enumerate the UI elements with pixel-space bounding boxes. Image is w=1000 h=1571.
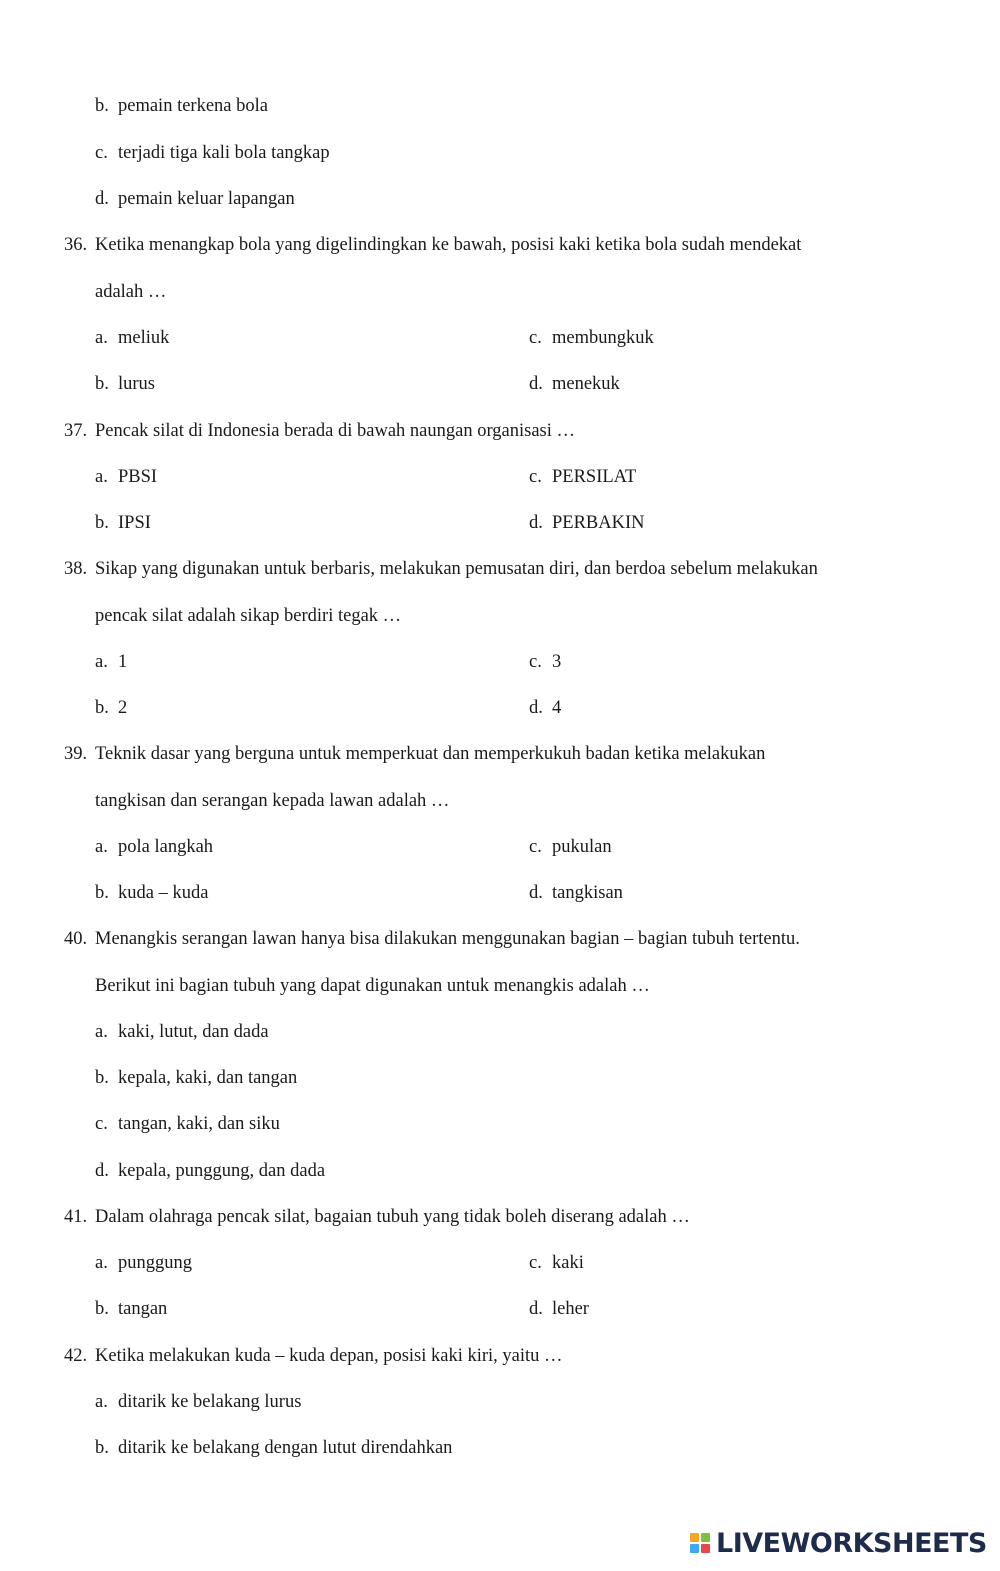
option-label: c.: [529, 652, 542, 672]
question-36-continuation: adalah …: [95, 282, 167, 302]
option-text: kaki, lutut, dan dada: [118, 1022, 269, 1042]
question-number: 38.: [64, 559, 88, 579]
option-label: c.: [529, 1253, 542, 1273]
q40-option-d[interactable]: [95, 1159, 325, 1183]
question-36: [64, 233, 801, 257]
option-text: 1: [118, 652, 128, 672]
option-text: 4: [552, 698, 562, 718]
option-text: lurus: [118, 374, 155, 394]
question-37: [64, 419, 575, 443]
option-label: b.: [95, 883, 109, 903]
question-text: Dalam olahraga pencak silat, bagaian tubuh yang tidak boleh diserang adalah …: [95, 1207, 690, 1227]
q36-option-a[interactable]: [95, 326, 169, 350]
option-text: tangkisan: [552, 883, 623, 903]
option-label: b.: [95, 1438, 109, 1458]
option-label: a.: [95, 1022, 108, 1042]
question-text: Menangkis serangan lawan hanya bisa dilakukan menggunakan bagian – bagian tubuh tertentu.: [95, 929, 800, 949]
q36-option-d[interactable]: [529, 372, 620, 396]
option-text: punggung: [118, 1253, 192, 1273]
q41-option-d[interactable]: [529, 1297, 589, 1321]
q39-option-a[interactable]: [95, 835, 213, 859]
q37-option-b[interactable]: [95, 511, 151, 535]
option-text: pemain terkena bola: [118, 96, 268, 116]
option-label: a.: [95, 837, 108, 857]
option-text: meliuk: [118, 328, 170, 348]
option-label: c.: [529, 467, 542, 487]
q36-option-b[interactable]: [95, 372, 155, 396]
option-text: pola langkah: [118, 837, 214, 857]
question-40-continuation: Berikut ini bagian tubuh yang dapat digunakan untuk menangkis adalah …: [95, 976, 650, 996]
option-label: c.: [95, 1114, 108, 1134]
q37-option-d[interactable]: [529, 511, 645, 535]
q35-option-d[interactable]: [95, 187, 295, 211]
option-label: b.: [95, 1299, 109, 1319]
option-text: tangan: [118, 1299, 168, 1319]
logo-square: [701, 1544, 710, 1553]
q41-option-b[interactable]: [95, 1297, 167, 1321]
option-text: PERBAKIN: [552, 513, 645, 533]
question-38: [64, 557, 818, 581]
option-text: IPSI: [118, 513, 151, 533]
question-number: 41.: [64, 1207, 88, 1227]
option-text: PERSILAT: [552, 467, 637, 487]
q38-option-b[interactable]: [95, 696, 127, 720]
option-text: kepala, kaki, dan tangan: [118, 1068, 298, 1088]
q38-option-c[interactable]: [529, 650, 561, 674]
liveworksheets-watermark: [690, 1526, 987, 1560]
q40-option-a[interactable]: [95, 1020, 269, 1044]
liveworksheets-logo-icon: [690, 1533, 710, 1553]
option-text: terjadi tiga kali bola tangkap: [118, 143, 330, 163]
watermark-text: LIVEWORKSHEETS: [716, 1527, 987, 1559]
option-label: d.: [529, 513, 543, 533]
option-text: kepala, punggung, dan dada: [118, 1161, 326, 1181]
option-label: a.: [95, 652, 108, 672]
option-text: pukulan: [552, 837, 612, 857]
q36-option-c[interactable]: [529, 326, 654, 350]
question-number: 42.: [64, 1346, 88, 1366]
question-number: 37.: [64, 421, 88, 441]
question-text: Teknik dasar yang berguna untuk memperkuat dan memperkukuh badan ketika melakukan: [95, 744, 766, 764]
q39-option-b[interactable]: [95, 881, 208, 905]
q42-option-a[interactable]: [95, 1390, 301, 1414]
question-text: Ketika melakukan kuda – kuda depan, posisi kaki kiri, yaitu …: [95, 1346, 563, 1366]
question-38-continuation: pencak silat adalah sikap berdiri tegak …: [95, 606, 402, 626]
question-number: 39.: [64, 744, 88, 764]
option-text: 2: [118, 698, 128, 718]
q41-option-a[interactable]: [95, 1251, 192, 1275]
option-text: kaki: [552, 1253, 584, 1273]
logo-square: [701, 1533, 710, 1542]
logo-square: [690, 1544, 699, 1553]
option-label: a.: [95, 1253, 108, 1273]
option-label: b.: [95, 96, 109, 116]
q35-option-b[interactable]: [95, 94, 268, 118]
option-label: c.: [95, 143, 108, 163]
option-text: leher: [552, 1299, 589, 1319]
option-label: c.: [529, 837, 542, 857]
option-text: 3: [552, 652, 562, 672]
question-text: Pencak silat di Indonesia berada di bawah naungan organisasi …: [95, 421, 576, 441]
q37-option-c[interactable]: [529, 465, 636, 489]
option-label: d.: [95, 189, 109, 209]
q39-option-c[interactable]: [529, 835, 612, 859]
q41-option-c[interactable]: [529, 1251, 584, 1275]
option-text: membungkuk: [552, 328, 654, 348]
option-label: d.: [529, 1299, 543, 1319]
option-text: menekuk: [552, 374, 620, 394]
question-41: [64, 1205, 690, 1229]
option-label: b.: [95, 1068, 109, 1088]
question-text: Sikap yang digunakan untuk berbaris, melakukan pemusatan diri, dan berdoa sebelum melakukan: [95, 559, 818, 579]
option-label: d.: [529, 698, 543, 718]
q39-option-d[interactable]: [529, 881, 623, 905]
option-label: b.: [95, 513, 109, 533]
option-text: tangan, kaki, dan siku: [118, 1114, 280, 1134]
logo-square: [690, 1533, 699, 1542]
option-label: d.: [95, 1161, 109, 1181]
q40-option-c[interactable]: [95, 1112, 280, 1136]
option-text: kuda – kuda: [118, 883, 209, 903]
option-label: a.: [95, 467, 108, 487]
option-text: ditarik ke belakang dengan lutut direndahkan: [118, 1438, 453, 1458]
option-label: b.: [95, 374, 109, 394]
option-label: a.: [95, 1392, 108, 1412]
q38-option-a[interactable]: [95, 650, 127, 674]
question-40: [64, 927, 800, 951]
option-label: d.: [529, 883, 543, 903]
question-number: 36.: [64, 235, 88, 255]
question-39: [64, 742, 765, 766]
q40-option-b[interactable]: [95, 1066, 297, 1090]
option-label: a.: [95, 328, 108, 348]
q37-option-a[interactable]: [95, 465, 157, 489]
option-text: pemain keluar lapangan: [118, 189, 295, 209]
question-39-continuation: tangkisan dan serangan kepada lawan adalah …: [95, 791, 450, 811]
question-text: Ketika menangkap bola yang digelindingkan ke bawah, posisi kaki ketika bola sudah mendekat: [95, 235, 802, 255]
q42-option-b[interactable]: [95, 1436, 452, 1460]
option-text: ditarik ke belakang lurus: [118, 1392, 302, 1412]
option-text: PBSI: [118, 467, 158, 487]
question-number: 40.: [64, 929, 88, 949]
option-label: c.: [529, 328, 542, 348]
q35-option-c[interactable]: [95, 141, 330, 165]
option-label: b.: [95, 698, 109, 718]
q38-option-d[interactable]: [529, 696, 561, 720]
option-label: d.: [529, 374, 543, 394]
question-42: [64, 1344, 563, 1368]
